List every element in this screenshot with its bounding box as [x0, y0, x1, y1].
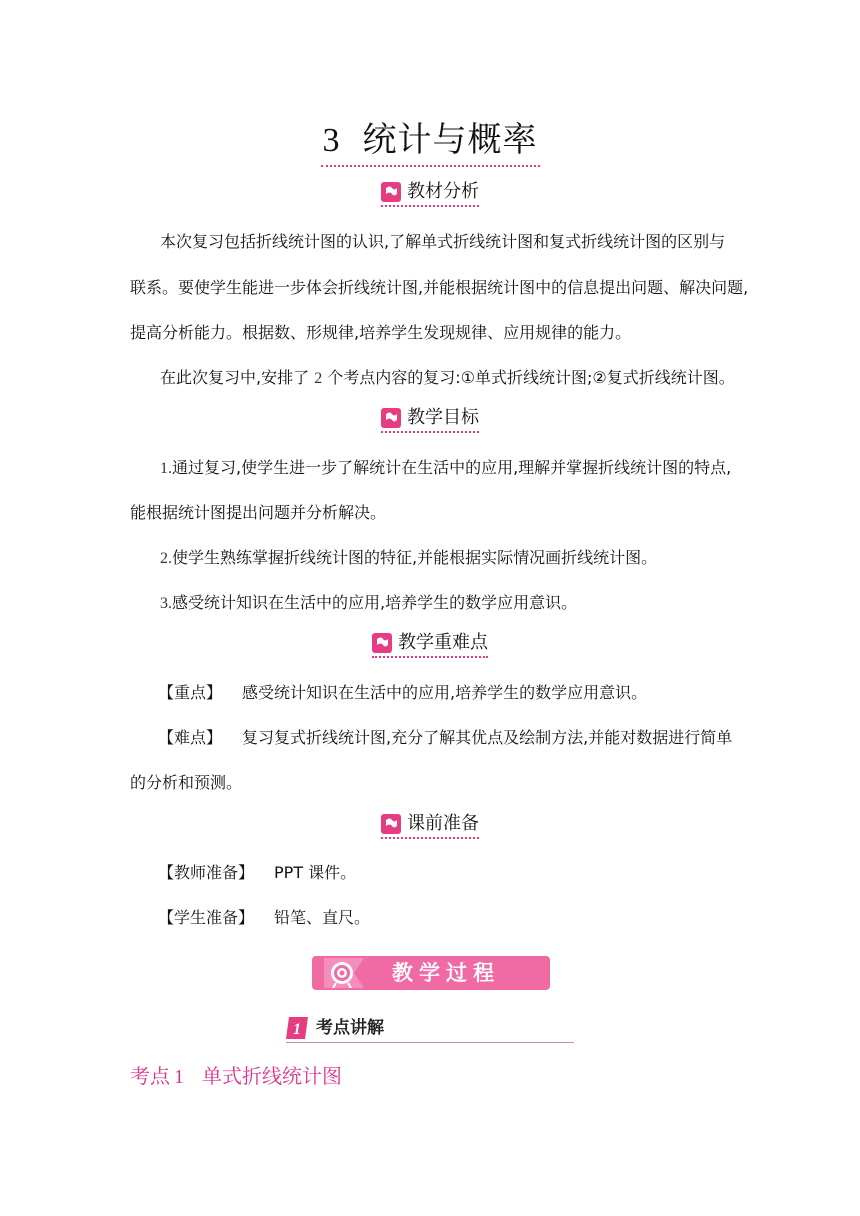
- analysis-p2-num: 2: [314, 370, 323, 387]
- student-label: 【学生准备】: [158, 908, 255, 927]
- teacher-preparation: [158, 863, 758, 883]
- number-badge-icon: [286, 1017, 308, 1039]
- goal-1-line-2: 能根据统计图提出问题并分析解决。: [130, 503, 387, 522]
- difficult-label: 【难点】: [158, 728, 223, 747]
- flag-icon: [372, 633, 392, 653]
- goal-1-text: 通过复习,使学生进一步了解统计在生活中的应用,理解并掌握折线统计图的特点,: [172, 458, 732, 477]
- banner-title: 教学过程: [392, 961, 500, 985]
- section-heading-key-points: [0, 631, 860, 659]
- analysis-line-3: 提高分析能力。根据数、形规律,培养学生发现规律、应用规律的能力。: [130, 323, 632, 342]
- analysis-line-1: 本次复习包括折线统计图的认识,了解单式折线统计图和复式折线统计图的区别与: [160, 232, 726, 251]
- subsection-heading: [286, 1016, 574, 1043]
- key-text: 感受统计知识在生活中的应用,培养学生的数学应用意识。: [242, 683, 648, 702]
- section-heading-goals: [0, 406, 860, 434]
- difficult-point: [158, 728, 758, 748]
- subsection-title: 考点讲解: [316, 1018, 384, 1038]
- section-title: 教学目标: [407, 407, 479, 428]
- analysis-p2-pre: 在此次复习中,安排了: [160, 368, 315, 387]
- student-preparation: [158, 908, 758, 928]
- teacher-text: PPT 课件。: [274, 863, 357, 882]
- point-heading: [130, 1063, 342, 1090]
- flag-icon: [381, 182, 401, 202]
- page-title: [0, 118, 860, 167]
- point-number: 1: [174, 1066, 184, 1088]
- title-number: 3: [322, 122, 341, 159]
- teacher-label: 【教师准备】: [158, 863, 255, 882]
- point-title: 单式折线统计图: [202, 1064, 342, 1088]
- goal-3-text: 感受统计知识在生活中的应用,培养学生的数学应用意识。: [172, 593, 578, 612]
- key-label: 【重点】: [158, 683, 223, 702]
- goal-2-number: 2.: [160, 550, 172, 567]
- difficult-text: 复习复式折线统计图,充分了解其优点及绘制方法,并能对数据进行简单: [242, 728, 733, 747]
- goal-2: [160, 548, 760, 569]
- goal-3-number: 3.: [160, 595, 172, 612]
- title-underline: [321, 118, 540, 167]
- section-title: 教学重难点: [398, 632, 488, 653]
- target-icon: [324, 958, 364, 988]
- process-banner: [312, 956, 550, 990]
- goal-3: [160, 593, 760, 614]
- key-point: [158, 683, 758, 703]
- goal-1-line-1: [160, 458, 760, 479]
- section-heading-analysis: [0, 180, 860, 208]
- badge-number: 1: [293, 1021, 301, 1038]
- section-heading-preparation: [0, 812, 860, 840]
- analysis-paragraph-2: [160, 368, 760, 389]
- flag-icon: [381, 408, 401, 428]
- goal-2-text: 使学生熟练掌握折线统计图的特征,并能根据实际情况画折线统计图。: [172, 548, 658, 567]
- section-title: 教材分析: [407, 181, 479, 202]
- analysis-p2-post: 个考点内容的复习:①单式折线统计图;②复式折线统计图。: [322, 368, 735, 387]
- difficult-line-2: 的分析和预测。: [130, 773, 243, 792]
- section-title: 课前准备: [407, 813, 479, 834]
- title-text: 统计与概率: [362, 120, 538, 160]
- analysis-line-2: 联系。要使学生能进一步体会折线统计图,并能根据统计图中的信息提出问题、解决问题,: [130, 278, 749, 297]
- goal-1-number: 1.: [160, 460, 172, 477]
- point-prefix: 考点: [130, 1064, 170, 1088]
- flag-icon: [381, 814, 401, 834]
- student-text: 铅笔、直尺。: [274, 908, 371, 927]
